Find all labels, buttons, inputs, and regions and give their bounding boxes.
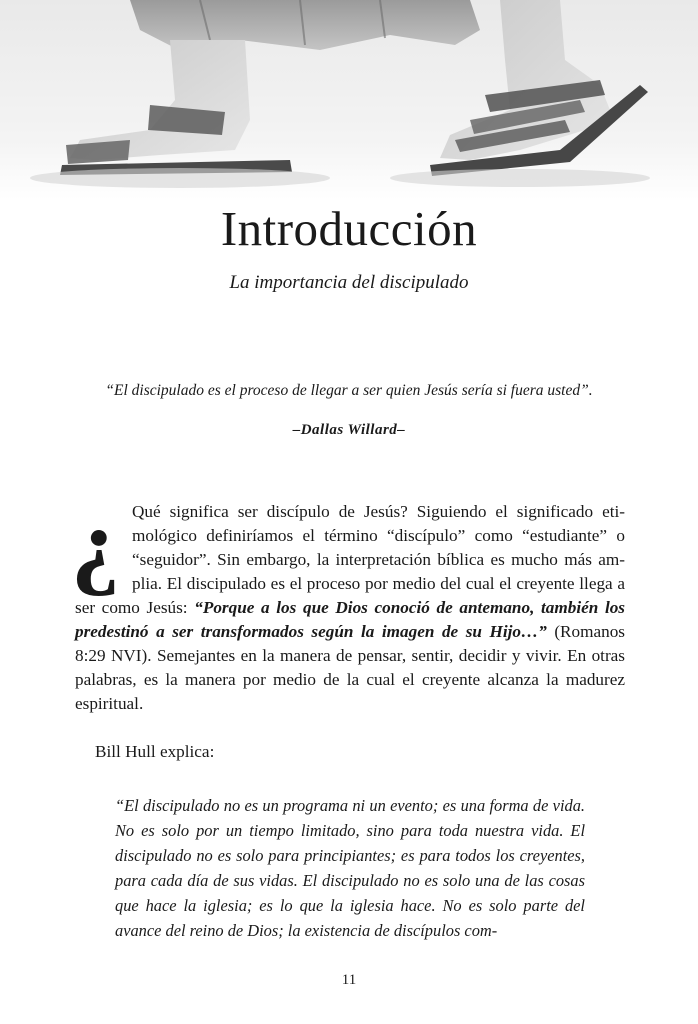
- body-text-start: Qué significa ser discípulo de Jesús? Siguiendo el significado etimológico definiríamos el término “discípulo” como “estudiante” o “seguidor”. Sin embargo, la interpretación bíblica es mucho más amplia. El discipulado es el proceso por medio del cual el creyente llega a ser como Jesús:: [75, 502, 625, 617]
- page-title: Introducción: [220, 201, 478, 256]
- quote-intro: Bill Hull explica:: [95, 742, 215, 761]
- body-paragraph: [71, 490, 625, 716]
- page-subtitle: La importancia del discipulado: [229, 272, 469, 293]
- body-text-end: (Romanos 8:29 NVI). Semejantes en la manera de pensar, sentir, decidir y vivir. En otras palabras, es la manera por medio de la cual el creyente alcanza la madurez espiritual.: [75, 622, 625, 713]
- sandaled-feet-illustration: [0, 0, 698, 200]
- epigraph-author: –Dallas Willard–: [292, 422, 406, 438]
- epigraph-quote: “El discipulado es el proceso de llegar a ser quien Jesús sería si fuera usted”.: [105, 382, 593, 399]
- block-quote: “El discipulado no es un programa ni un evento; es una forma de vida. No es solo por un tiempo limitado, sino para toda nuestra vida. El discipulado no es solo para principiantes; es para todos los creyentes, para cada día de sus vidas. El discipulado no es solo una de las cosas que hace la iglesia; es lo que la iglesia hace. No es solo parte del avance del reino de Dios; la existencia de discípulos com-: [115, 796, 585, 940]
- drop-cap: ¿: [71, 490, 120, 598]
- page-number: 11: [341, 972, 357, 988]
- scripture-quote: “Porque a los que Dios conoció de antemano, también los predestinó a ser transformados según la imagen de su Hijo…”: [75, 598, 625, 641]
